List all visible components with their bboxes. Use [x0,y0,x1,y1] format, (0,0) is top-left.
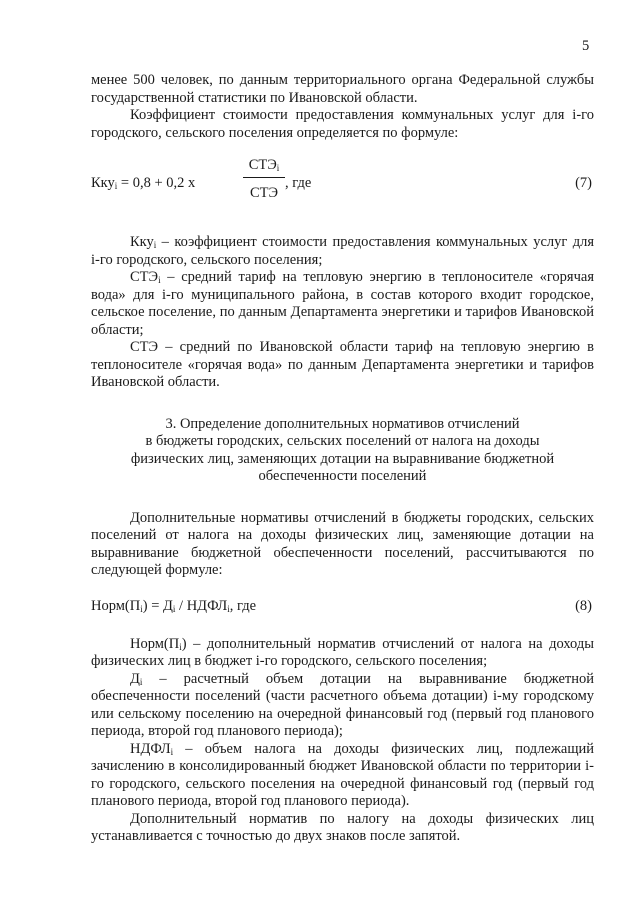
formula-tail: , где [285,175,312,191]
paragraph: менее 500 человек, по данным территориального органа Федеральной службы государственной статистики по Ивановской области. [91,72,594,106]
page-number: 5 [582,38,590,54]
paragraph: Дополнительный норматив по налогу на доходы физических лиц устанавливается с точностью до двух знаков после запятой. [91,810,594,844]
formula-lhs: Кку$_i$ = 0,8 + 0,2 х [91,175,196,191]
paragraph: Дополнительные нормативы отчислений в бюджеты городских, сельских поселений от налога на доходы физических лиц, заменяющие дотации на выравнивание бюджетной обеспеченности поселений, рассчитываются по следующей формуле: [91,509,594,578]
definition: $СТЭ_i$ – средний тариф на тепловую энергию в теплоносителе «горячая вода» для i-го муниципального района, в состав которого входит городское, сельское поселение, по данным Департамента энергетики и тарифов Ивановской области; [91,269,594,338]
definition: $НДФЛ_i$ – объем налога на доходы физических лиц, подлежащий зачислению в консолидированный бюджет Ивановской области по территории i-го городского, сельского поселения на очередной финансовый год (первый год планового периода, второй год планового периода). [91,740,594,809]
fraction-denominator: СТЭ [249,185,279,201]
paragraph: Коэффициент стоимости предоставления коммунальных услуг для i-го городского, сельского поселения определяется по формуле: [91,107,594,141]
fraction-bar [243,177,285,178]
equation-number: (8) [575,597,592,614]
formula-fraction [243,156,285,203]
formula-8 [91,598,594,618]
formula-lhs: $Норм(П_i) = Д_i$ / $НДФЛ_i$, где [91,597,257,614]
formula-7 [91,156,594,212]
section-title-line: обеспеченности поселений [258,468,427,484]
equation-number: (7) [575,175,592,191]
document-body [91,72,594,846]
definition: СТЭ – средний по Ивановской области тариф на тепловую энергию в теплоносителе «горячая вода» по данным Департамента энергетики и тарифов Ивановской области. [91,339,594,390]
section-title-line: 3. Определение дополнительных нормативов отчислений [165,415,520,432]
definition: $Норм(П_i)$ – дополнительный норматив отчислений от налога на доходы физических лиц в бюджет i-го городского, сельского поселения; [91,635,594,669]
definition: $Д_i$ – расчетный объем дотации на выравнивание бюджетной обеспеченности поселений (части расчетного объема дотации) i-му городскому или сельскому поселению на очередной финансовый год (первый год планового периода, второй год планового периода); [91,670,594,739]
section-title [91,416,594,486]
section-title-line: физических лиц, заменяющих дотации на выравнивание бюджетной [130,450,555,467]
definition: Кку$_i$ – коэффициент стоимости предоставления коммунальных услуг для i-го городского, сельского поселения; [91,234,594,268]
fraction-numerator: $СТЭ_i$ [248,157,280,173]
section-title-line: в бюджеты городских, сельских поселений от налога на доходы [145,433,540,449]
